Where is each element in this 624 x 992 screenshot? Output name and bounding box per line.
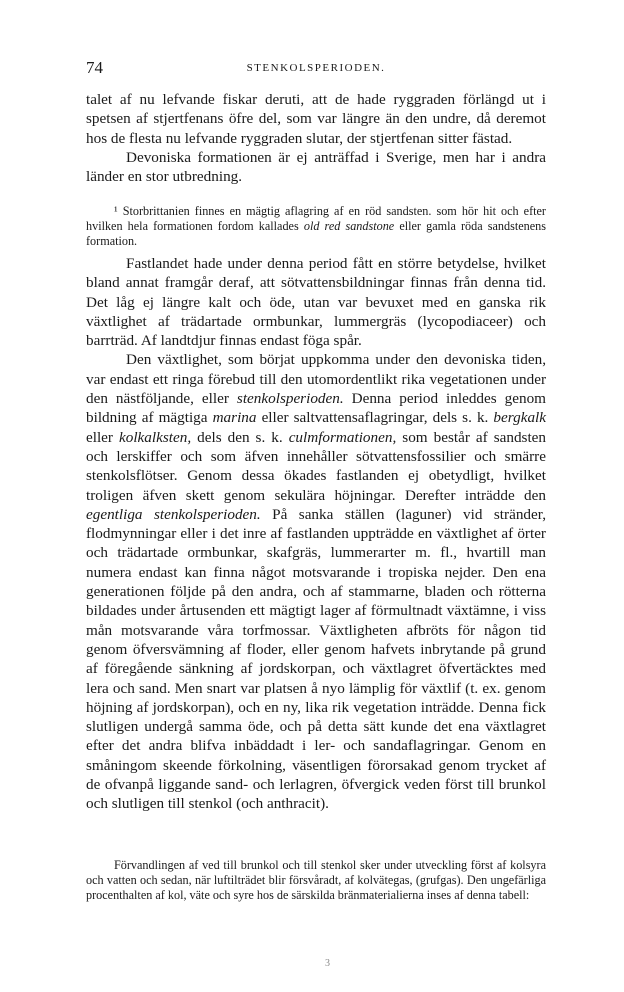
- italic-term: culmformationen,: [288, 428, 397, 446]
- paragraph-mainland: Fastlandet hade under denna period fått en större betydelse, hvilket bland annat framgår deraf, att sötvattensbildningar finnas från denna tid. Det låg ej längre kalt och öde, utan var bevuxet med en ganska rik växtlighet af trädartade ormbunkar, lummergräs (lycopodiaceer) och barrträd. Af landtdjur finnas endast föga spår.: [86, 255, 546, 350]
- paragraph-continued: talet af nu lefvande fiskar deruti, att de hade ryggraden förlängd ut i spetsen af stjertfenans öfre del, som var längre än den undre, då deremot hos de flesta nu lefvande ryggraden slutar, der stjertfenan sitter fästad.: [86, 91, 546, 147]
- running-title: STENKOLSPERIODEN.: [246, 62, 386, 74]
- text-run: Den växtlighet, som börjat uppkomma under den devoniska tiden, var endast ett ringa förebud till den utomordentlikt rika vegetationen under den nästföljande, eller: [86, 351, 546, 408]
- text-run: som består af sandsten och lerskiffer och som äfven innehåller sötvattensfossilier och smärre stenkolsflötser. Genom dessa ökades fastlanden ej obetydligt, hvilket troligen äfven skett genom sekulära höjningar. Derefter inträdde den: [86, 428, 546, 504]
- text-run: På sanka ställen (laguner) vid stränder, flodmynningar eller i det inre af fastlanden uppträdde en växtlighet af örter och trädartade ormbunkar, skafgräs, lummerarter m. fl., hvartill man numera endast kan finna något motsvarande i tropiska nejder. Den ena generationen följde på den andra, och af stammarne, bladen och rötterna bildades under årtusenden ett mägtigt lager af förmultnadt växtämne, i viss mån motsvarande våra torfmossar. Växtligheten afbröts för någon tid genom öfversvämning af floder, eller genom hafvets inbrytande på grund af föregående sänkning af jordskorpan, och växtlagret öfvertäcktes med lera och sand. Men snart var platsen å nyo lämplig för växtlif (t. ex. genom höjning af jordskorpan), och en ny, lika rik vegetation inträdde. Denna fick slutligen undergå samma öde, och på detta sätt kunde det ena växtlagret efter det andra blifva inbäddadt i ler- och sandaflagringar. Genom en småningom skeende förkolning, väsentligen förorsakad genom trycket af de ofvanpå liggande sand- och lerlagren, öfvergick veden först till brunkol och slutligen till stenkol (och anthracit).: [86, 505, 546, 813]
- text-run: eller saltvattensaflagringar, dels s. k.: [256, 409, 494, 427]
- italic-term: bergkalk: [493, 409, 546, 427]
- page-header: [86, 58, 546, 80]
- footnote-coal-formation: [86, 858, 546, 902]
- text-run: dels den s. k.: [191, 428, 289, 446]
- paragraph-devonian: Devoniska formationen är ej anträffad i Sverige, men har i andra länder en stor utbredning.: [86, 148, 546, 186]
- footnote-text: [86, 204, 546, 248]
- footnote-text: Förvandlingen af ved till brunkol och till stenkol sker under utveckling först af kolsyra och vatten och sedan, när luftilträdet blir försvåradt, af kolvätegas, (grufgas). Den ungefärliga procenthalten af kol, väte och syre hos de särskilda bränmaterialierna inses af denna tabell:: [86, 858, 546, 902]
- italic-term: egentliga stenkolsperioden.: [86, 505, 261, 523]
- page-number: 74: [86, 58, 103, 77]
- italic-term: marina: [212, 409, 257, 427]
- paragraph-vegetation: [86, 350, 546, 813]
- text-run: eller: [86, 428, 119, 446]
- italic-term: kolkalksten,: [119, 428, 192, 446]
- body-text-main: [86, 254, 546, 814]
- body-text-top: [86, 90, 546, 186]
- footnote-text-before: ¹ Storbrittanien finnes en mägtig aflagring af en röd sandsten. som hör hit och efter hvilken hela formationen fordom kallades: [86, 204, 546, 233]
- footnote-italic-term: old red sandstone: [303, 218, 395, 233]
- italic-term: stenkolsperioden.: [236, 390, 344, 408]
- page-signature-mark: 3: [325, 958, 330, 969]
- footnote-text-after: eller gamla röda sandstenens formation.: [86, 218, 546, 248]
- text-run: Denna period inleddes genom bildning af mägtiga: [86, 390, 546, 427]
- footnote-old-red-sandstone: [86, 204, 546, 248]
